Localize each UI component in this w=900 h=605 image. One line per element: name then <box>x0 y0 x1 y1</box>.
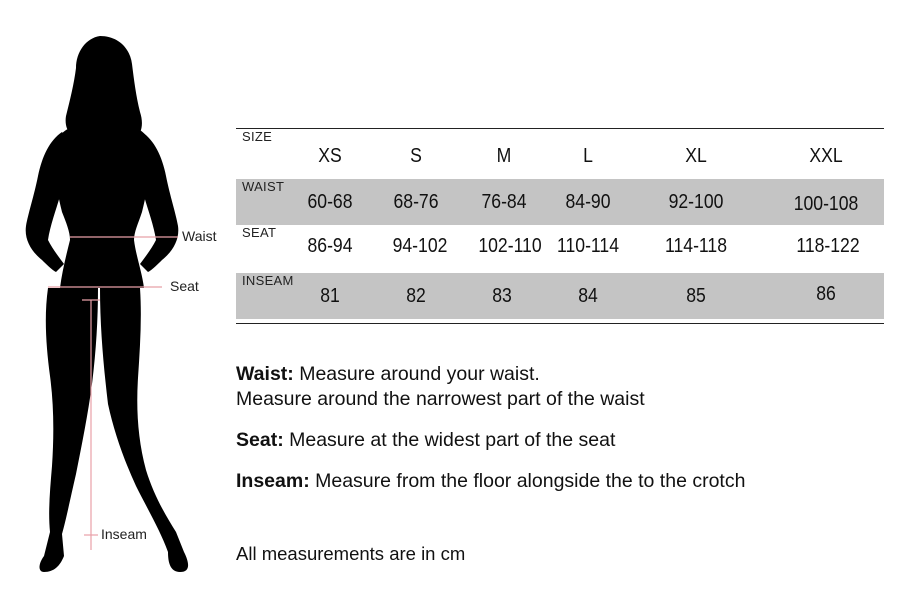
inseam-s: 82 <box>406 285 426 307</box>
size-l: L <box>583 145 593 167</box>
body-silhouette-figure <box>0 0 240 600</box>
seat-xs: 86-94 <box>307 235 353 257</box>
inseam-note-term: Inseam: <box>236 470 310 492</box>
seat-label: Seat <box>170 278 199 294</box>
inseam-note-text: Measure from the floor alongside the to the crotch <box>315 470 746 492</box>
waist-note-line2: Measure around the narrowest part of the waist <box>236 388 645 410</box>
seat-row-label: SEAT <box>242 225 277 240</box>
seat-note-text: Measure at the widest part of the seat <box>289 429 616 451</box>
size-header-row <box>236 129 884 175</box>
measurement-notes <box>236 362 856 494</box>
waist-note <box>236 362 856 387</box>
seat-row <box>236 225 884 271</box>
waist-l: 84-90 <box>565 191 611 213</box>
waist-xxl: 100-108 <box>793 193 859 215</box>
seat-xxl: 118-122 <box>796 235 860 257</box>
size-header-label: SIZE <box>242 129 273 144</box>
size-m: M <box>496 145 512 167</box>
seat-note-term: Seat: <box>236 429 284 451</box>
seat-note <box>236 428 856 453</box>
waist-row-label: WAIST <box>242 179 285 194</box>
seat-xl: 114-118 <box>665 235 727 257</box>
inseam-xs: 81 <box>320 285 340 307</box>
waist-row <box>236 179 884 225</box>
silhouette-illustration <box>0 0 240 600</box>
size-xxl: XXL <box>809 145 843 167</box>
inseam-row <box>236 273 884 319</box>
waist-xs: 60-68 <box>307 191 353 213</box>
size-s: S <box>410 145 422 167</box>
inseam-xxl: 86 <box>816 283 836 305</box>
units-footnote: All measurements are in cm <box>236 543 466 564</box>
size-xs: XS <box>318 145 342 167</box>
seat-s: 94-102 <box>392 235 448 257</box>
inseam-label: Inseam <box>101 526 147 542</box>
inseam-l: 84 <box>578 285 598 307</box>
seat-m: 102-110 <box>478 235 542 257</box>
waist-note-term: Waist: <box>236 363 294 385</box>
seat-l: 110-114 <box>557 235 619 257</box>
waist-label: Waist <box>182 228 217 244</box>
woman-silhouette <box>26 36 188 572</box>
size-chart-table <box>236 128 884 324</box>
inseam-m: 83 <box>492 285 512 307</box>
waist-s: 68-76 <box>393 191 439 213</box>
inseam-xl: 85 <box>686 285 706 307</box>
inseam-note <box>236 469 856 494</box>
waist-xl: 92-100 <box>668 191 724 213</box>
waist-note-text: Measure around your waist. <box>299 363 540 385</box>
inseam-row-label: INSEAM <box>242 273 294 288</box>
size-xl: XL <box>685 145 707 167</box>
waist-m: 76-84 <box>481 191 527 213</box>
